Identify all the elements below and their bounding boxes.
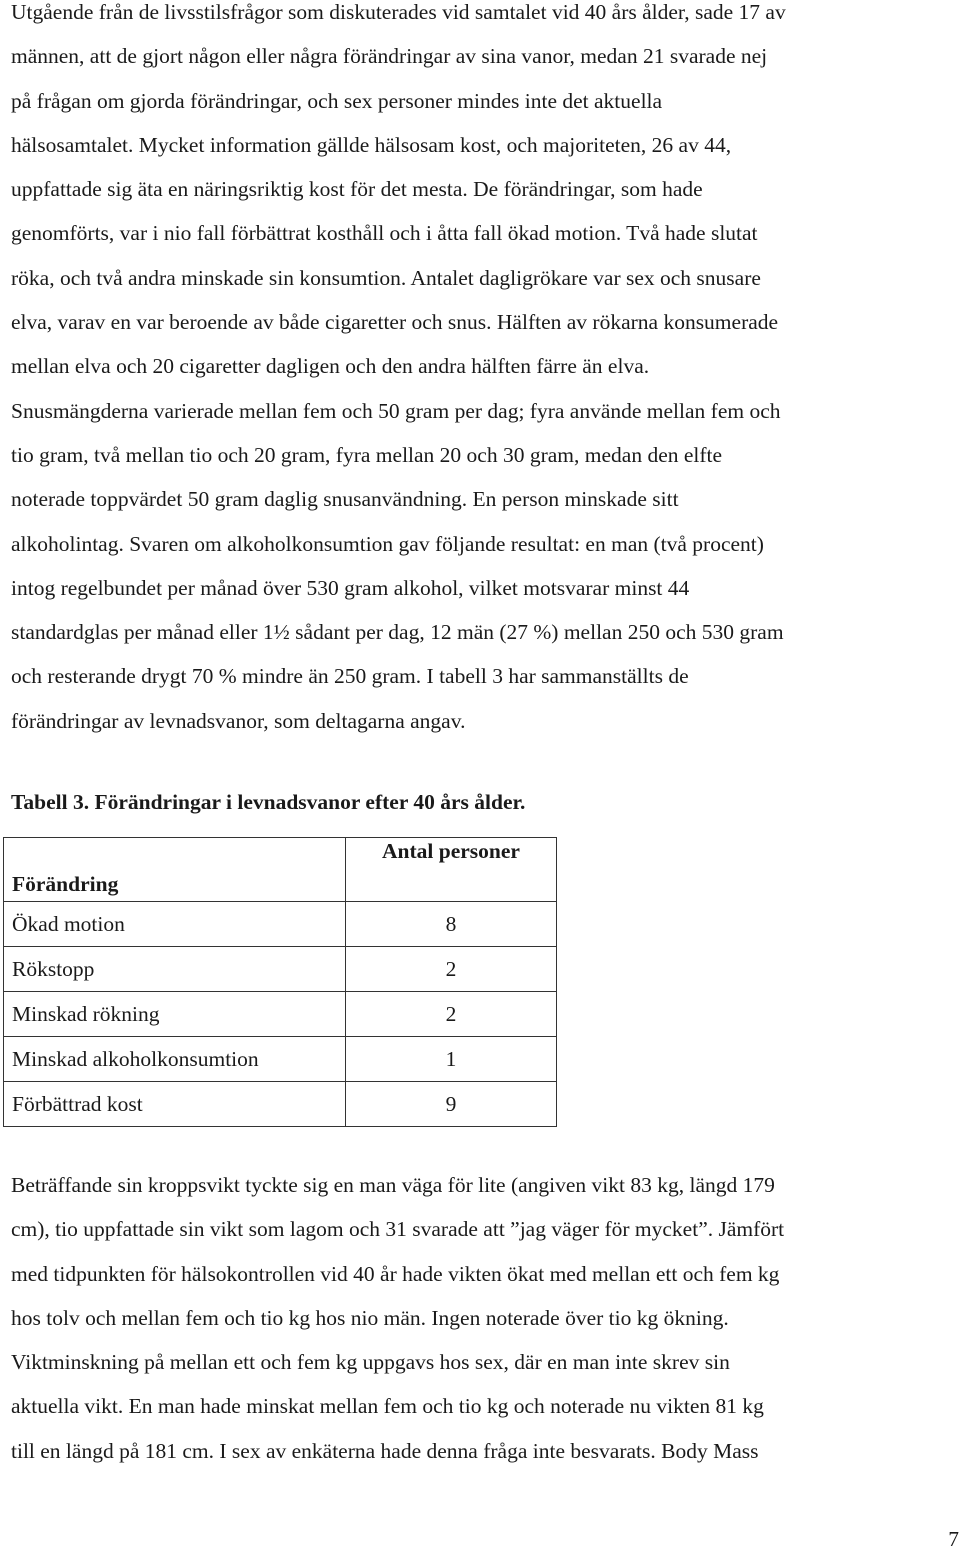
text-line: aktuella vikt. En man hade minskat mellan fem och tio kg och noterade nu vikten 81 kg [11, 1394, 764, 1419]
table-row [4, 1082, 557, 1127]
text-line: alkoholintag. Svaren om alkoholkonsumtion gav följande resultat: en man (två procent) [11, 531, 764, 556]
table-caption: Tabell 3. Förändringar i levnadsvanor efter 40 års ålder. [11, 790, 526, 814]
page-number: 7 [948, 1527, 959, 1551]
row-value: 9 [346, 1082, 557, 1127]
text-line: standardglas per månad eller 1½ sådant per dag, 12 män (27 %) mellan 250 och 530 gram [11, 620, 784, 645]
text-line: Viktminskning på mellan ett och fem kg uppgavs hos sex, där en man inte skrev sin [11, 1350, 730, 1375]
text-line: Beträffande sin kroppsvikt tyckte sig en man väga för lite (angiven vikt 83 kg, längd 179 [11, 1173, 775, 1197]
header-count: Antal personer [346, 838, 557, 902]
row-value: 8 [346, 902, 557, 947]
row-value: 1 [346, 1037, 557, 1082]
table-row [4, 992, 557, 1037]
body-paragraph-1 [11, 0, 951, 743]
header-change: Förändring [4, 838, 346, 902]
text-line: noterade toppvärdet 50 gram daglig snusanvändning. En person minskade sitt [11, 487, 679, 512]
text-line: hos tolv och mellan fem och tio kg hos nio män. Ingen noterade över tio kg ökning. [11, 1305, 729, 1330]
row-value: 2 [346, 992, 557, 1037]
text-line: elva, varav en var beroende av både cigaretter och snus. Hälften av rökarna konsumerade [11, 310, 779, 335]
text-line: männen, att de gjort någon eller några förändringar av sina vanor, medan 21 svarade nej [11, 44, 768, 69]
table-row [4, 902, 557, 947]
text-line: med tidpunkten för hälsokontrollen vid 40 år hade vikten ökat med mellan ett och fem kg [11, 1261, 780, 1286]
text-line: cm), tio uppfattade sin vikt som lagom och 31 svarade att ”jag väger för mycket”. Jämfört [11, 1217, 785, 1242]
text-line: på frågan om gjorda förändringar, och sex personer mindes inte det aktuella [11, 88, 663, 113]
text-line: och resterande drygt 70 % mindre än 250 gram. I tabell 3 har sammanställts de [11, 664, 689, 689]
table-row [4, 947, 557, 992]
table-header-row [4, 838, 557, 902]
text-line: Utgående från de livsstilsfrågor som diskuterades vid samtalet vid 40 års ålder, sade 17 av [11, 0, 786, 24]
text-line: röka, och två andra minskade sin konsumtion. Antalet dagligrökare var sex och snusare [11, 265, 761, 290]
row-label: Förbättrad kost [4, 1082, 346, 1127]
row-label: Minskad alkoholkonsumtion [4, 1037, 346, 1082]
table-row [4, 1037, 557, 1082]
lifestyle-changes-table [3, 837, 557, 1127]
text-line: uppfattade sig äta en näringsriktig kost för det mesta. De förändringar, som hade [11, 177, 703, 202]
text-line: Snusmängderna varierade mellan fem och 50 gram per dag; fyra använde mellan fem och [11, 398, 781, 423]
row-value: 2 [346, 947, 557, 992]
text-line: mellan elva och 20 cigaretter dagligen och den andra hälften färre än elva. [11, 354, 650, 379]
text-line: tio gram, två mellan tio och 20 gram, fyra mellan 20 och 30 gram, medan den elfte [11, 442, 723, 467]
text-line: förändringar av levnadsvanor, som deltagarna angav. [11, 708, 466, 733]
row-label: Minskad rökning [4, 992, 346, 1037]
row-label: Rökstopp [4, 947, 346, 992]
row-label: Ökad motion [4, 902, 346, 947]
body-paragraph-2 [11, 1163, 951, 1473]
text-line: hälsosamtalet. Mycket information gällde hälsosam kost, och majoriteten, 26 av 44, [11, 132, 732, 157]
text-line: intog regelbundet per månad över 530 gram alkohol, vilket motsvarar minst 44 [11, 575, 690, 600]
text-line: genomförts, var i nio fall förbättrat kosthåll och i åtta fall ökad motion. Två hade slutat [11, 221, 758, 246]
text-line: till en längd på 181 cm. I sex av enkäterna hade denna fråga inte besvarats. Body Mass [11, 1438, 759, 1463]
